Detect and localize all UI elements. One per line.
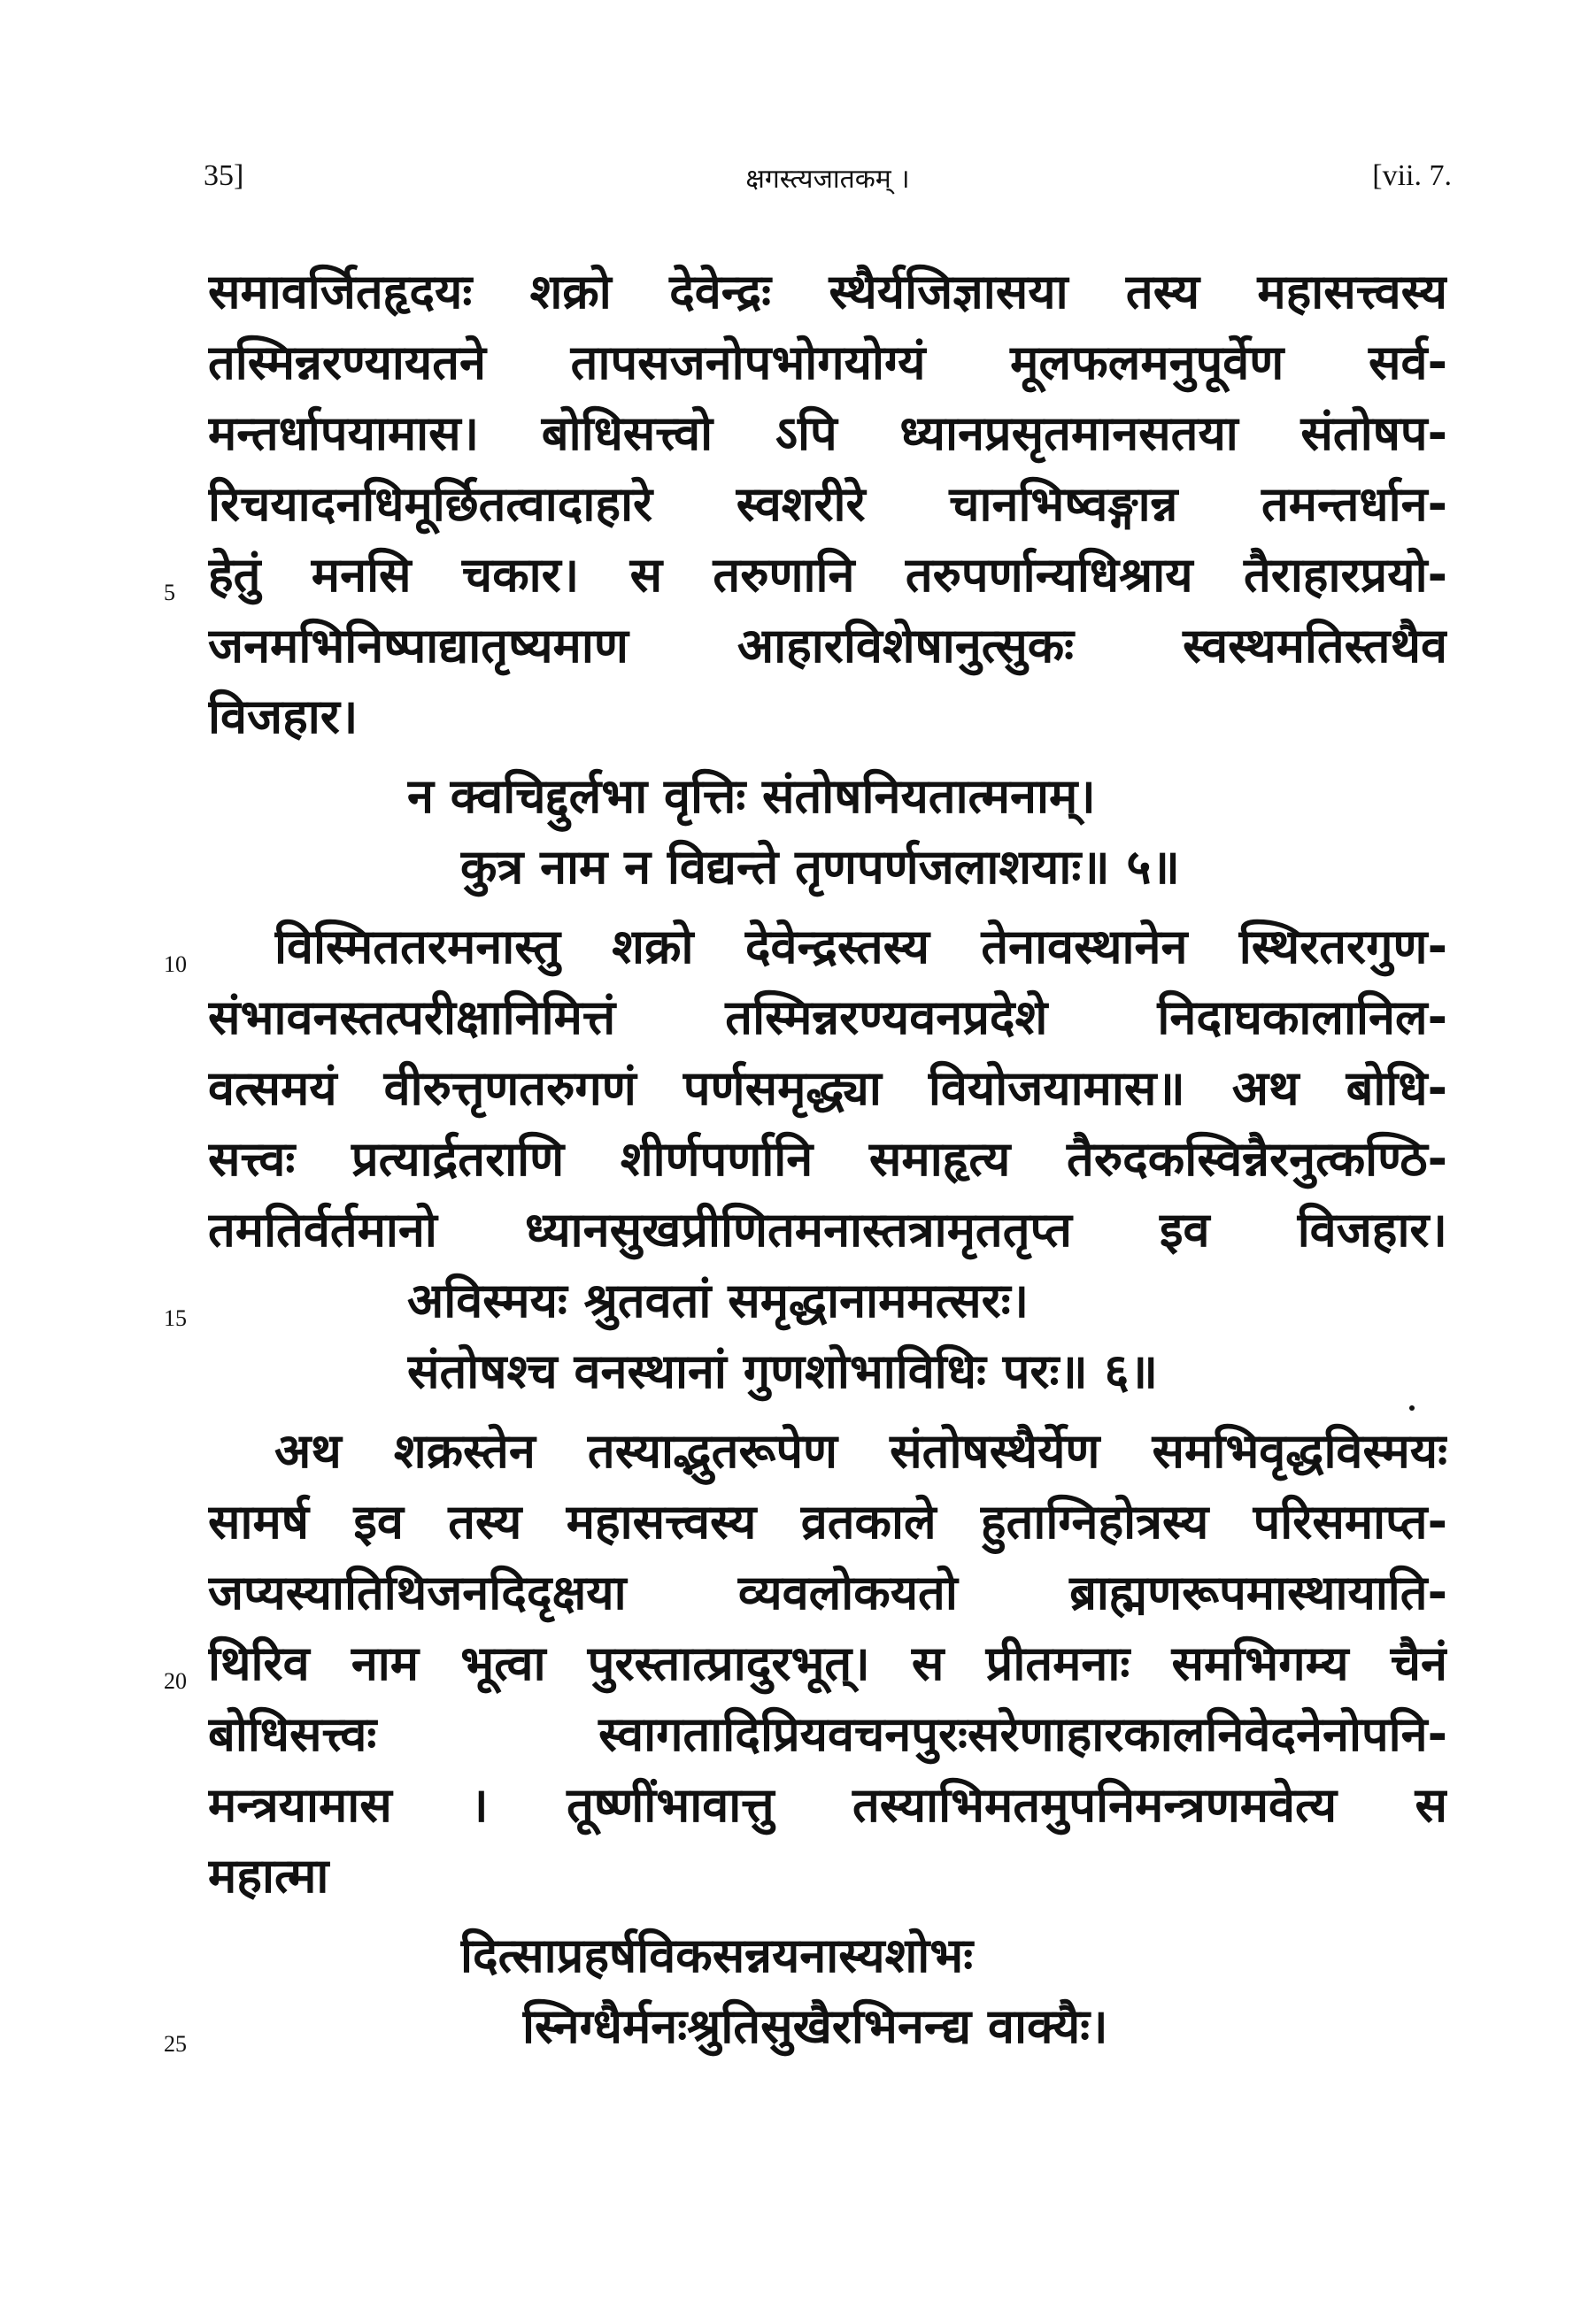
verse-line: संतोषश्च वनस्थानां गुणशोभाविधिः परः॥ ६॥	[407, 1343, 1158, 1399]
text-line: रिचयादनधिमूर्छितत्वादाहारे स्वशरीरे चानभिष्वङ्गान्न तमन्तर्धान-	[208, 476, 1447, 532]
stray-dot	[1409, 1405, 1415, 1411]
page-header	[204, 159, 1452, 212]
line-number: 5	[164, 580, 175, 605]
text-line: हेतुं मनसि चकार। स तरुणानि तरुपर्णान्यधिश्राय तैराहारप्रयो-	[208, 547, 1447, 603]
text-line: सत्त्वः प्रत्यार्द्रतराणि शीर्णपर्णानि समाहृत्य तैरुदकस्विन्नैरनुत्कण्ठि-	[208, 1131, 1447, 1187]
text-line: महात्मा	[208, 1848, 329, 1904]
text-line: मन्तर्धापयामास। बोधिसत्त्वो ऽपि ध्यानप्रसृतमानसतया संतोषप-	[208, 405, 1447, 461]
text-line: विस्मिततरमनास्तु शक्रो देवेन्द्रस्तस्य तेनावस्थानेन स्थिरतरगुण-	[274, 919, 1447, 974]
line-number: 10	[164, 951, 187, 977]
verse-line: स्निग्धैर्मनःश्रुतिसुखैरभिनन्द्य वाक्यैः।	[522, 1998, 1108, 2054]
line-number: 20	[164, 1668, 187, 1694]
text-line: जप्यस्यातिथिजनदिदृक्षया व्यवलोकयतो ब्राह्मणरूपमास्थायाति-	[208, 1565, 1447, 1620]
text-line: अथ शक्रस्तेन तस्याद्भुतरूपेण संतोषस्थैर्येण समभिवृद्धविस्मयः	[274, 1423, 1447, 1479]
running-title: क्षगस्त्यजातकम् ।	[745, 164, 910, 195]
text-line: थिरिव नाम भूत्वा पुरस्तात्प्रादुरभूत्। स प्रीतमनाः समभिगम्य चैनं	[208, 1635, 1447, 1691]
text-line: बोधिसत्त्वः स्वागतादिप्रियवचनपुरःसरेणाहारकालनिवेदनेनोपनि-	[208, 1706, 1447, 1762]
text-line: तमतिर्वर्तमानो ध्यानसुखप्रीणितमनास्तत्रामृततृप्त इव विजहार।	[208, 1202, 1447, 1258]
text-line: मन्त्रयामास । तूष्णींभावात्तु तस्याभिमतमुपनिमन्त्रणमवेत्य स	[208, 1777, 1447, 1833]
section-reference: [vii. 7.	[1372, 159, 1452, 192]
page-number: 35]	[204, 159, 244, 192]
text-line: समावर्जितहृदयः शक्रो देवेन्द्रः स्थैर्यजिज्ञासया तस्य महासत्त्वस्य	[208, 264, 1447, 319]
verse-line: अविस्मयः श्रुतवतां समृद्धानाममत्सरः।	[407, 1273, 1030, 1328]
verse-line: कुत्र नाम न विद्यन्ते तृणपर्णजलाशयाः॥ ५॥	[460, 839, 1180, 895]
text-line: तस्मिन्नरण्यायतने तापसजनोपभोगयोग्यं मूलफलमनुपूर्वेण सर्व-	[208, 335, 1447, 390]
text-line: सामर्ष इव तस्य महासत्त्वस्य व्रतकाले हुताग्निहोत्रस्य परिसमाप्त-	[208, 1494, 1447, 1550]
text-line: संभावनस्तत्परीक्षानिमित्तं तस्मिन्नरण्यवनप्रदेशे निदाघकालानिल-	[208, 989, 1447, 1045]
verse-line: दित्साप्रहर्षविकसन्नयनास्यशोभः	[460, 1928, 974, 1983]
text-line: जनमभिनिष्पाद्यातृष्यमाण आहारविशेषानुत्सुकः स्वस्थमतिस्तथैव	[208, 618, 1447, 673]
text-line: वत्समयं वीरुत्तृणतरुगणं पर्णसमृद्ध्या वियोजयामास॥ अथ बोधि-	[208, 1060, 1447, 1116]
text-line: विजहार।	[208, 689, 359, 744]
verse-line: न क्वचिद्दुर्लभा वृत्तिः संतोषनियतात्मनाम्।	[407, 768, 1096, 824]
line-number: 25	[164, 2031, 187, 2057]
line-number: 15	[164, 1305, 187, 1331]
